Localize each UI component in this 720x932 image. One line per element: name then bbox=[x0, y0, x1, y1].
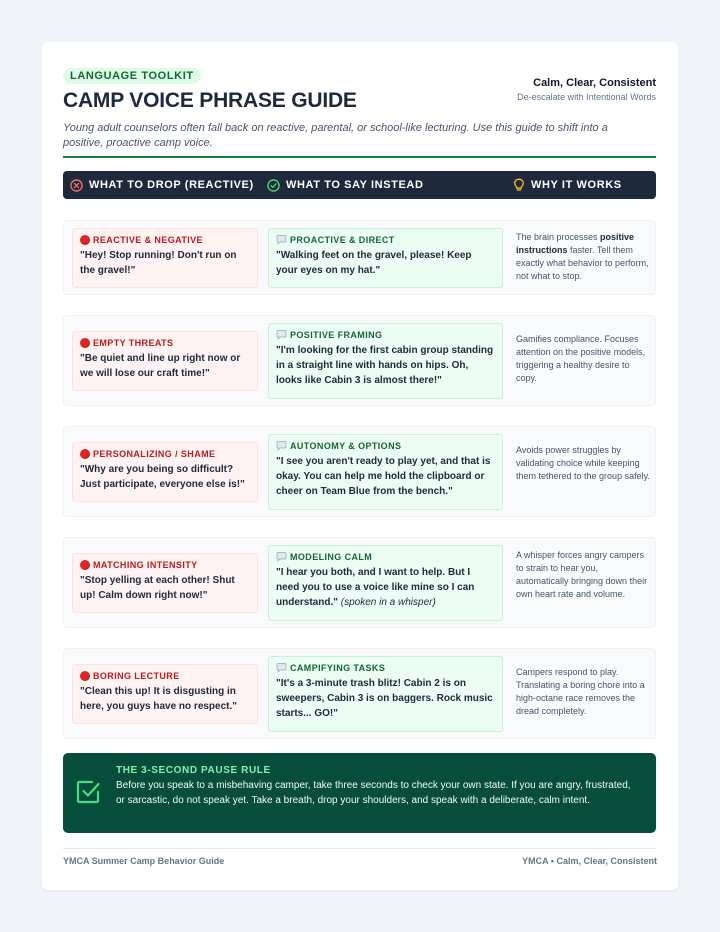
say-label: MODELING CALM bbox=[290, 552, 373, 562]
say-card bbox=[268, 323, 503, 399]
say-card bbox=[268, 434, 503, 510]
column-header-bar bbox=[63, 171, 656, 199]
red-circle-icon bbox=[80, 449, 90, 459]
footer-right: YMCA • Calm, Clear, Consistent bbox=[522, 856, 657, 866]
phrase-row bbox=[63, 426, 656, 517]
speech-bubble-icon bbox=[276, 441, 287, 451]
pause-rule-callout bbox=[63, 753, 656, 833]
say-phrase-note: (spoken in a whisper) bbox=[340, 597, 436, 608]
why-text: Avoids power struggles by validating choice while keeping them tethered to the group safely. bbox=[516, 445, 650, 481]
x-circle-icon bbox=[70, 179, 83, 192]
drop-card bbox=[72, 442, 258, 502]
footer-left: YMCA Summer Camp Behavior Guide bbox=[63, 856, 225, 866]
drop-card bbox=[72, 553, 258, 613]
header-divider bbox=[63, 156, 656, 158]
why-text bbox=[516, 231, 651, 283]
drop-label: BORING LECTURE bbox=[93, 671, 180, 681]
drop-phrase: "Clean this up! It is disgusting in here, you guys have no respect." bbox=[80, 686, 238, 712]
drop-phrase: "Why are you being so difficult? Just participate, everyone else is!" bbox=[80, 464, 245, 490]
say-card bbox=[268, 545, 503, 621]
phrase-row bbox=[63, 220, 656, 295]
footer-divider bbox=[63, 848, 656, 849]
page-title: CAMP VOICE PHRASE GUIDE bbox=[63, 89, 357, 112]
phrase-row bbox=[63, 315, 656, 406]
say-label: PROACTIVE & DIRECT bbox=[290, 235, 395, 245]
why-text: Campers respond to play. Translating a boring chore into a high-octane race removes the dread completely. bbox=[516, 667, 645, 716]
speech-bubble-icon bbox=[276, 552, 287, 562]
red-circle-icon bbox=[80, 338, 90, 348]
tagline-subtitle: De-escalate with Intentional Words bbox=[517, 92, 656, 102]
say-phrase: "I'm looking for the first cabin group standing in a straight line with hands on hips. Oh, looks like Cabin 3 is almost there!" bbox=[276, 345, 494, 386]
lightbulb-icon bbox=[513, 178, 525, 192]
red-circle-icon bbox=[80, 235, 90, 245]
say-label: AUTONOMY & OPTIONS bbox=[290, 441, 402, 451]
intro-text: Young adult counselors often fall back on reactive, parental, or school-like lecturing. Use this guide to shift into a positive, proactive camp voice. bbox=[63, 122, 608, 149]
column-drop-header bbox=[70, 171, 254, 199]
drop-label: MATCHING INTENSITY bbox=[93, 560, 198, 570]
callout-body: Before you speak to a misbehaving camper, take three seconds to check your own state. If you are angry, frustrated, or sarcastic, do not speak yet. Take a breath, drop your shoulders, and speak with a deliberate, calm intent. bbox=[116, 780, 631, 806]
say-phrase bbox=[276, 565, 495, 610]
why-text: A whisper forces angry campers to strain to hear you, automatically bringing down their own heart rate and volume. bbox=[516, 550, 648, 599]
say-phrase: "Walking feet on the gravel, please! Keep your eyes on my hat." bbox=[276, 250, 472, 276]
column-why-label: WHY IT WORKS bbox=[531, 179, 622, 191]
check-square-icon bbox=[75, 779, 101, 810]
header bbox=[63, 68, 656, 156]
why-text-part: faster. Tell them exactly what behavior to perform, not what to stop. bbox=[516, 245, 649, 281]
say-label: POSITIVE FRAMING bbox=[290, 330, 383, 340]
why-text-part: The brain processes bbox=[516, 232, 601, 242]
drop-label: PERSONALIZING / SHAME bbox=[93, 449, 216, 459]
phrase-row bbox=[63, 537, 656, 628]
guide-page bbox=[42, 42, 678, 890]
say-label: CAMPIFYING TASKS bbox=[290, 663, 386, 673]
column-drop-label: WHAT TO DROP (REACTIVE) bbox=[89, 179, 254, 191]
say-phrase: "I see you aren't ready to play yet, and that is okay. You can help me hold the clipboard or cheer on Team Blue from the bench." bbox=[276, 456, 491, 497]
column-say-label: WHAT TO SAY INSTEAD bbox=[286, 179, 424, 191]
drop-card bbox=[72, 228, 258, 288]
why-text-emphasis: positive instructions bbox=[516, 232, 635, 255]
drop-phrase: "Stop yelling at each other! Shut up! Calm down right now!" bbox=[80, 575, 235, 601]
column-say-header bbox=[267, 171, 424, 199]
red-circle-icon bbox=[80, 560, 90, 570]
speech-bubble-icon bbox=[276, 330, 287, 340]
drop-label: EMPTY THREATS bbox=[93, 338, 174, 348]
column-why-header bbox=[513, 171, 622, 199]
drop-label: REACTIVE & NEGATIVE bbox=[93, 235, 203, 245]
phrase-row bbox=[63, 648, 656, 739]
say-card bbox=[268, 656, 503, 732]
red-circle-icon bbox=[80, 671, 90, 681]
say-phrase-text: "I hear you both, and I want to help. But I need you to use a voice like mine so I can understand." bbox=[276, 567, 475, 608]
say-card bbox=[268, 228, 503, 288]
toolkit-badge: LANGUAGE TOOLKIT bbox=[63, 68, 201, 84]
speech-bubble-icon bbox=[276, 663, 287, 673]
why-text: Gamifies compliance. Focuses attention on the positive models, triggering a healthy desire to copy. bbox=[516, 334, 646, 383]
speech-bubble-icon bbox=[276, 235, 287, 245]
drop-card bbox=[72, 331, 258, 391]
drop-phrase: "Hey! Stop running! Don't run on the gravel!" bbox=[80, 250, 237, 276]
check-circle-icon bbox=[267, 179, 280, 192]
drop-card bbox=[72, 664, 258, 724]
say-phrase: "It's a 3-minute trash blitz! Cabin 2 is on sweepers, Cabin 3 is on baggers. Rock music starts... GO!" bbox=[276, 678, 493, 719]
callout-title: THE 3-SECOND PAUSE RULE bbox=[116, 765, 271, 776]
tagline: Calm, Clear, Consistent bbox=[533, 77, 656, 89]
drop-phrase: "Be quiet and line up right now or we will lose our craft time!" bbox=[80, 353, 241, 379]
